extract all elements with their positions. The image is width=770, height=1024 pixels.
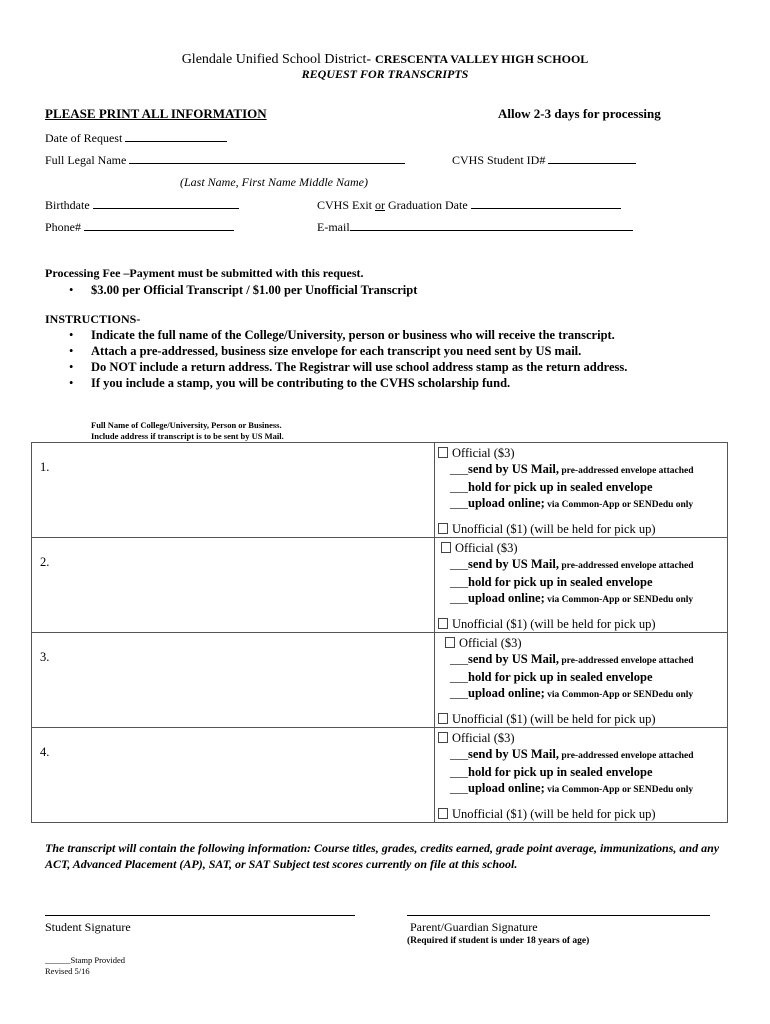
upload-option[interactable]: ___upload online; via Common-App or SENDedu only: [450, 591, 694, 605]
form-title: REQUEST FOR TRANSCRIPTS: [301, 67, 469, 81]
checkbox-icon[interactable]: [438, 808, 448, 819]
table-row: [32, 728, 728, 823]
checkbox-icon[interactable]: [438, 447, 448, 458]
full-legal-name-label: Full Legal Name: [45, 153, 127, 167]
table-row: [32, 443, 728, 538]
date-of-request-field[interactable]: [45, 130, 227, 146]
hold-option[interactable]: ___hold for pick up in sealed envelope: [450, 480, 653, 494]
email-label: E-mail: [317, 220, 350, 234]
upload-option[interactable]: ___upload online; via Common-App or SENDedu only: [450, 496, 694, 510]
options-cell: [435, 443, 728, 538]
student-id-field[interactable]: [452, 152, 636, 168]
checkbox-icon[interactable]: [438, 732, 448, 743]
transcript-contents-note: The transcript will contain the following information: Course titles, grades, credits earned, grade point average, immunizations, and any ACT, Advanced Placement (AP), SAT, or SAT Subject test scores currently on file at this school.: [45, 841, 720, 871]
recipient-cell[interactable]: [32, 443, 435, 538]
row-number: 3.: [40, 650, 50, 664]
checkbox-icon[interactable]: [445, 637, 455, 648]
student-id-label: CVHS Student ID#: [452, 153, 546, 167]
row-number: 4.: [40, 745, 50, 759]
email-line[interactable]: [350, 219, 633, 231]
unofficial-option[interactable]: Unofficial ($1) (will be held for pick up): [435, 608, 727, 632]
official-option[interactable]: Official ($3): [435, 538, 727, 556]
form-header: [0, 50, 770, 68]
district-name: Glendale Unified School District-: [181, 52, 372, 67]
upload-option[interactable]: ___upload online; via Common-App or SENDedu only: [450, 686, 694, 700]
send-mail-option[interactable]: ___send by US Mail, pre-addressed envelope attached: [450, 557, 694, 571]
parent-signature-label: Parent/Guardian Signature: [410, 920, 538, 934]
full-legal-name-line[interactable]: [129, 152, 405, 164]
recipient-cell[interactable]: [32, 633, 435, 728]
name-format-hint: (Last Name, First Name Middle Name): [180, 175, 368, 189]
unofficial-option[interactable]: Unofficial ($1) (will be held for pick up): [435, 703, 727, 727]
table-caption-line2: Include address if transcript is to be sent by US Mail.: [91, 431, 284, 441]
send-mail-option[interactable]: ___send by US Mail, pre-addressed envelope attached: [450, 462, 694, 476]
instruction-item: • Do NOT include a return address. The Registrar will use school address stamp as the return address.: [45, 359, 627, 375]
upload-option[interactable]: ___upload online; via Common-App or SENDedu only: [450, 781, 694, 795]
unofficial-option[interactable]: Unofficial ($1) (will be held for pick up): [435, 513, 727, 537]
row-number: 1.: [40, 460, 50, 474]
instruction-item: • If you include a stamp, you will be contributing to the CVHS scholarship fund.: [45, 375, 627, 391]
processing-fee-heading: Processing Fee –Payment must be submitted with this request.: [45, 266, 364, 280]
instruction-item: • Attach a pre-addressed, business size envelope for each transcript you need sent by US mail.: [45, 343, 627, 359]
send-mail-option[interactable]: ___send by US Mail, pre-addressed envelope attached: [450, 747, 694, 761]
instructions-heading: INSTRUCTIONS-: [45, 312, 141, 326]
birthdate-line[interactable]: [93, 197, 239, 209]
checkbox-icon[interactable]: [438, 713, 448, 724]
birthdate-field[interactable]: [45, 197, 239, 213]
email-field[interactable]: [317, 219, 633, 235]
table-row: [32, 538, 728, 633]
recipient-cell[interactable]: [32, 538, 435, 633]
table-row: [32, 633, 728, 728]
checkbox-icon[interactable]: [441, 542, 451, 553]
processing-fee-list: [45, 282, 417, 298]
print-all-notice: PLEASE PRINT ALL INFORMATION: [45, 106, 267, 121]
hold-option[interactable]: ___hold for pick up in sealed envelope: [450, 765, 653, 779]
options-cell: [435, 633, 728, 728]
checkbox-icon[interactable]: [438, 523, 448, 534]
date-of-request-line[interactable]: [125, 130, 227, 142]
stamp-provided[interactable]: ______Stamp Provided: [45, 955, 126, 965]
hold-option[interactable]: ___hold for pick up in sealed envelope: [450, 670, 653, 684]
exit-date-line[interactable]: [471, 197, 621, 209]
recipient-table: [31, 442, 728, 823]
official-option[interactable]: Official ($3): [435, 633, 727, 651]
student-signature-label: Student Signature: [45, 920, 131, 934]
student-signature-line[interactable]: [45, 915, 355, 916]
revision-date: Revised 5/16: [45, 966, 90, 976]
student-id-line[interactable]: [548, 152, 636, 164]
options-cell: [435, 538, 728, 633]
parent-signature-line[interactable]: [407, 915, 710, 916]
send-mail-option[interactable]: ___send by US Mail, pre-addressed envelope attached: [450, 652, 694, 666]
date-of-request-label: Date of Request: [45, 131, 123, 145]
phone-line[interactable]: [84, 219, 234, 231]
unofficial-option[interactable]: Unofficial ($1) (will be held for pick up): [435, 798, 727, 822]
phone-field[interactable]: [45, 219, 234, 235]
table-caption-line1: Full Name of College/University, Person or Business.: [91, 420, 282, 430]
exit-date-field[interactable]: [317, 197, 621, 213]
exit-date-label: CVHS Exit or Graduation Date: [317, 198, 468, 212]
hold-option[interactable]: ___hold for pick up in sealed envelope: [450, 575, 653, 589]
checkbox-icon[interactable]: [438, 618, 448, 629]
instructions-list: [45, 327, 627, 391]
school-name: CRESCENTA VALLEY HIGH SCHOOL: [375, 52, 589, 66]
fee-item: • $3.00 per Official Transcript / $1.00 per Unofficial Transcript: [45, 282, 417, 298]
birthdate-label: Birthdate: [45, 198, 90, 212]
parent-signature-note: (Required if student is under 18 years of age): [407, 936, 590, 946]
full-legal-name-field[interactable]: [45, 152, 405, 168]
options-cell: [435, 728, 728, 823]
phone-label: Phone#: [45, 220, 81, 234]
row-number: 2.: [40, 555, 50, 569]
official-option[interactable]: Official ($3): [435, 443, 727, 461]
instruction-item: • Indicate the full name of the College/University, person or business who will receive the transcript.: [45, 327, 627, 343]
official-option[interactable]: Official ($3): [435, 728, 727, 746]
processing-days-notice: Allow 2-3 days for processing: [498, 106, 661, 121]
recipient-cell[interactable]: [32, 728, 435, 823]
